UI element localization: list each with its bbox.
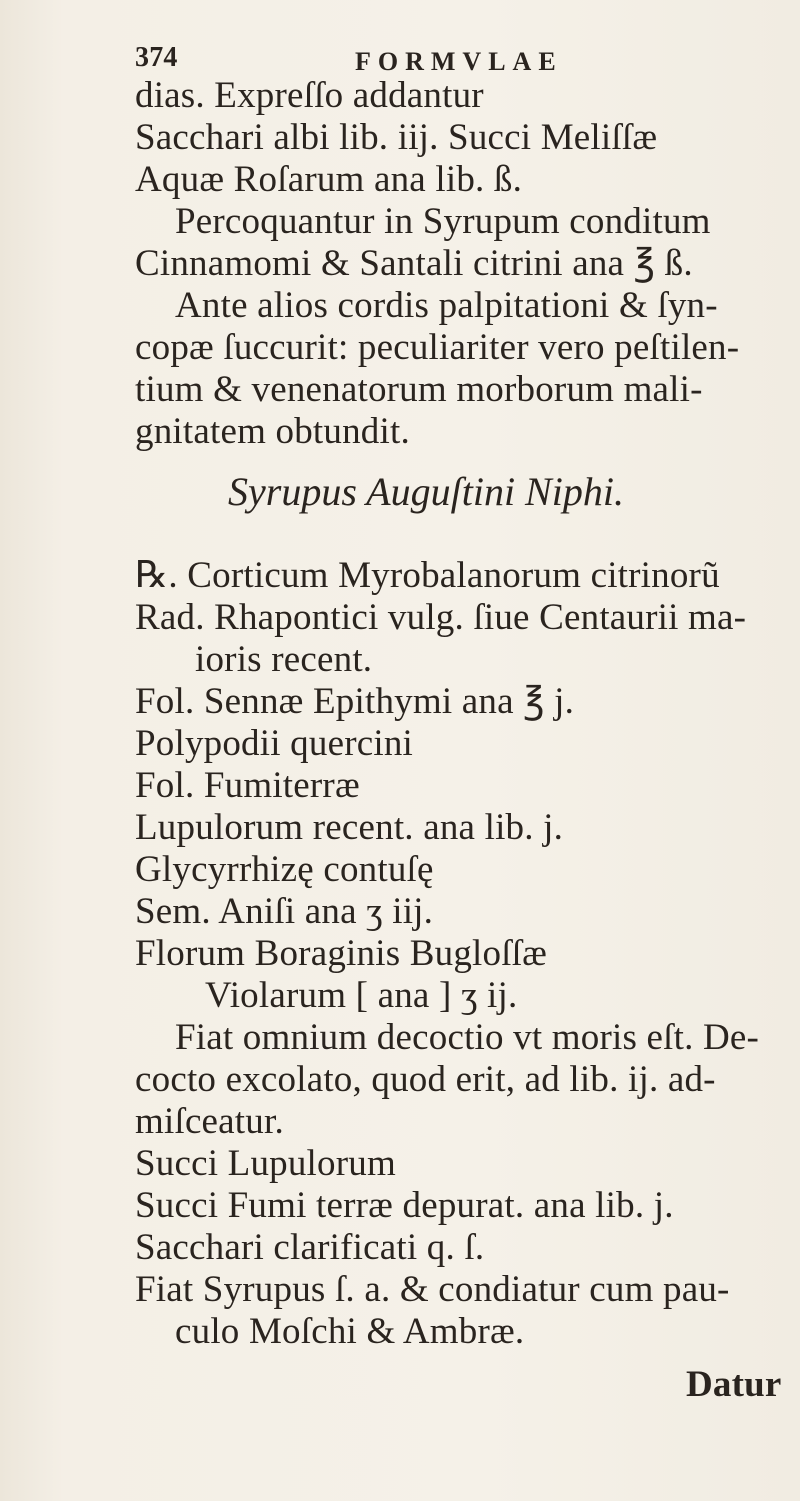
text-line: Percoquantur in Syrupum conditum	[175, 201, 711, 242]
recipe-line: Sacchari clarificati q. ſ.	[135, 1227, 485, 1268]
recipe-line: cocto excolato, quod erit, ad lib. ij. ad-	[135, 1059, 716, 1100]
recipe-line: ℞. Corticum Myrobalanorum citrinorũ	[135, 555, 720, 596]
recipe-line: Violarum [ ana ] ʒ ij.	[205, 975, 518, 1016]
text-line: Aquæ Roſarum ana lib. ß.	[135, 159, 523, 200]
text-line: dias. Expreſſo addantur	[135, 75, 484, 116]
recipe-line: Fol. Sennæ Epithymi ana ℥ j.	[135, 681, 575, 722]
page-number: 374	[135, 42, 178, 73]
recipe-line: Fiat omnium decoctio vt moris eſt. De-	[175, 1017, 760, 1058]
recipe-line: miſceatur.	[135, 1101, 284, 1142]
recipe-line: ioris recent.	[195, 639, 373, 680]
text-line: Cinnamomi & Santali citrini ana ℥ ß.	[135, 243, 693, 284]
recipe-line: Succi Lupulorum	[135, 1143, 396, 1184]
recipe-line: Lupulorum recent. ana lib. j.	[135, 807, 564, 848]
recipe-line: Rad. Rhapontici vulg. ſiue Centaurii ma-	[135, 597, 747, 638]
running-head: FORMVLAE	[355, 47, 563, 76]
text-line: Ante alios cordis palpitationi & ſyn-	[175, 285, 718, 326]
recipe-line: Florum Boraginis Bugloſſæ	[135, 933, 548, 974]
recipe-line: Fiat Syrupus ſ. a. & condiatur cum pau-	[135, 1269, 730, 1310]
text-line: gnitatem obtundit.	[135, 411, 410, 452]
text-line: Sacchari albi lib. iij. Succi Meliſſæ	[135, 117, 658, 158]
recipe-line: Sem. Aniſi ana ʒ iij.	[135, 891, 434, 932]
text-line: copæ ſuccurit: peculiariter vero peſtilen-	[135, 327, 740, 368]
catchword: Datur	[686, 1364, 782, 1405]
recipe-line: Fol. Fumiterræ	[135, 765, 360, 806]
recipe-line: culo Moſchi & Ambræ.	[175, 1311, 525, 1352]
recipe-line: Polypodii quercini	[135, 723, 413, 764]
recipe-line: Glycyrrhizę contuſę	[135, 849, 434, 890]
recipe-line: Succi Fumi terræ depurat. ana lib. j.	[135, 1185, 674, 1226]
text-line: tium & venenatorum morborum mali-	[135, 369, 703, 410]
section-title: Syrupus Auguſtini Niphi.	[228, 469, 624, 514]
